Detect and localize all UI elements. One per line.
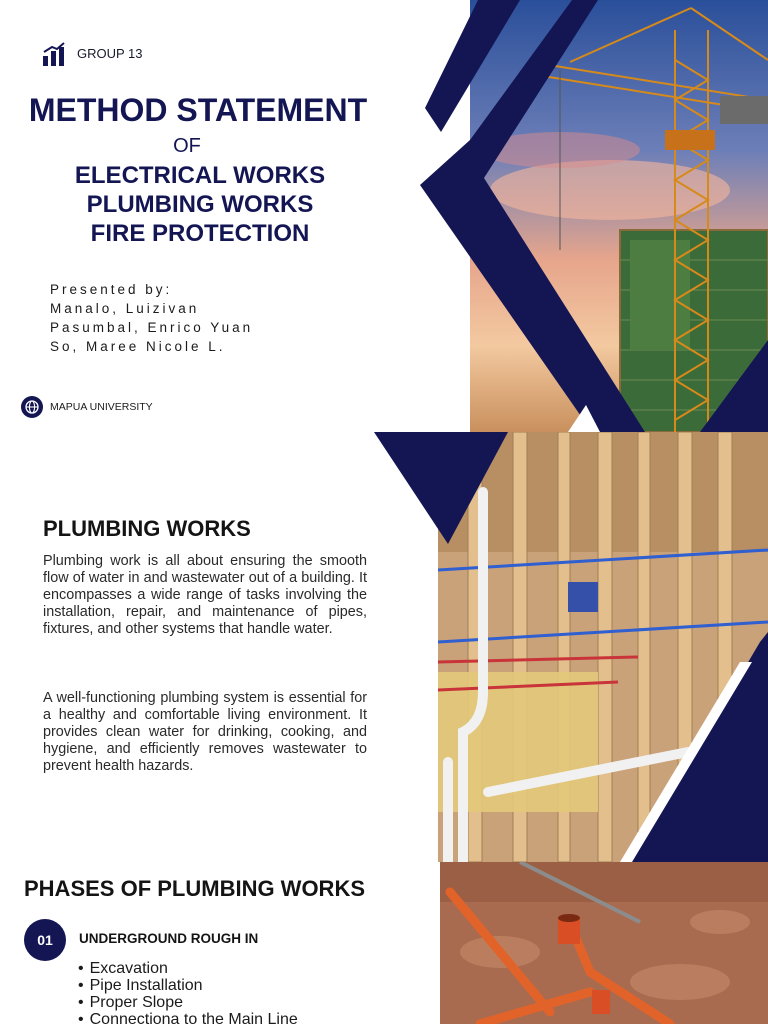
- subtitle-plumbing: PLUMBING WORKS: [86, 191, 314, 218]
- paragraph: A well-functioning plumbing system is essential for a healthy and comfortable living environment. It provides clean water for drinking, cooking, and hygiene, and efficiently removes wastewater to prevent health hazards.: [43, 690, 367, 774]
- presenter-name: Manalo, Luizivan: [50, 301, 200, 316]
- subtitle-electrical: ELECTRICAL WORKS: [74, 162, 326, 189]
- phase-bullet-list: [78, 960, 298, 1028]
- section-title-phases: PHASES OF PLUMBING WORKS: [24, 876, 366, 901]
- list-item: • Connectiona to the Main Line: [78, 1011, 298, 1028]
- phase-label: UNDERGROUND ROUGH IN: [79, 931, 259, 946]
- phase-number-badge: 01: [24, 919, 66, 961]
- underground-pipes-photo: [440, 862, 768, 1024]
- globe-icon: [21, 396, 43, 418]
- page-title: METHOD STATEMENT: [28, 92, 368, 128]
- list-item: • Proper Slope: [78, 994, 298, 1011]
- paragraph: Plumbing work is all about ensuring the smooth flow of water in and wastewater out of a building. It encompasses a wide range of tasks involving the installation, repair, and maintenance of pipes, fixtures, and other systems that handle water.: [43, 553, 367, 637]
- presenter-name: Pasumbal, Enrico Yuan: [50, 320, 254, 335]
- navy-triangle-decoration: [0, 432, 768, 862]
- presented-by-label: Presented by:: [50, 282, 173, 297]
- title-connector: OF: [173, 135, 201, 157]
- section-title-plumbing: PLUMBING WORKS: [43, 516, 251, 541]
- presenter-name: So, Maree Nicole L.: [50, 339, 226, 354]
- list-item: • Pipe Installation: [78, 977, 298, 994]
- list-item: • Excavation: [78, 960, 298, 977]
- university-name: MAPUA UNIVERSITY: [50, 401, 153, 413]
- subtitle-fire-protection: FIRE PROTECTION: [90, 220, 310, 247]
- bar-chart-icon: [42, 42, 68, 68]
- group-label: GROUP 13: [77, 46, 143, 61]
